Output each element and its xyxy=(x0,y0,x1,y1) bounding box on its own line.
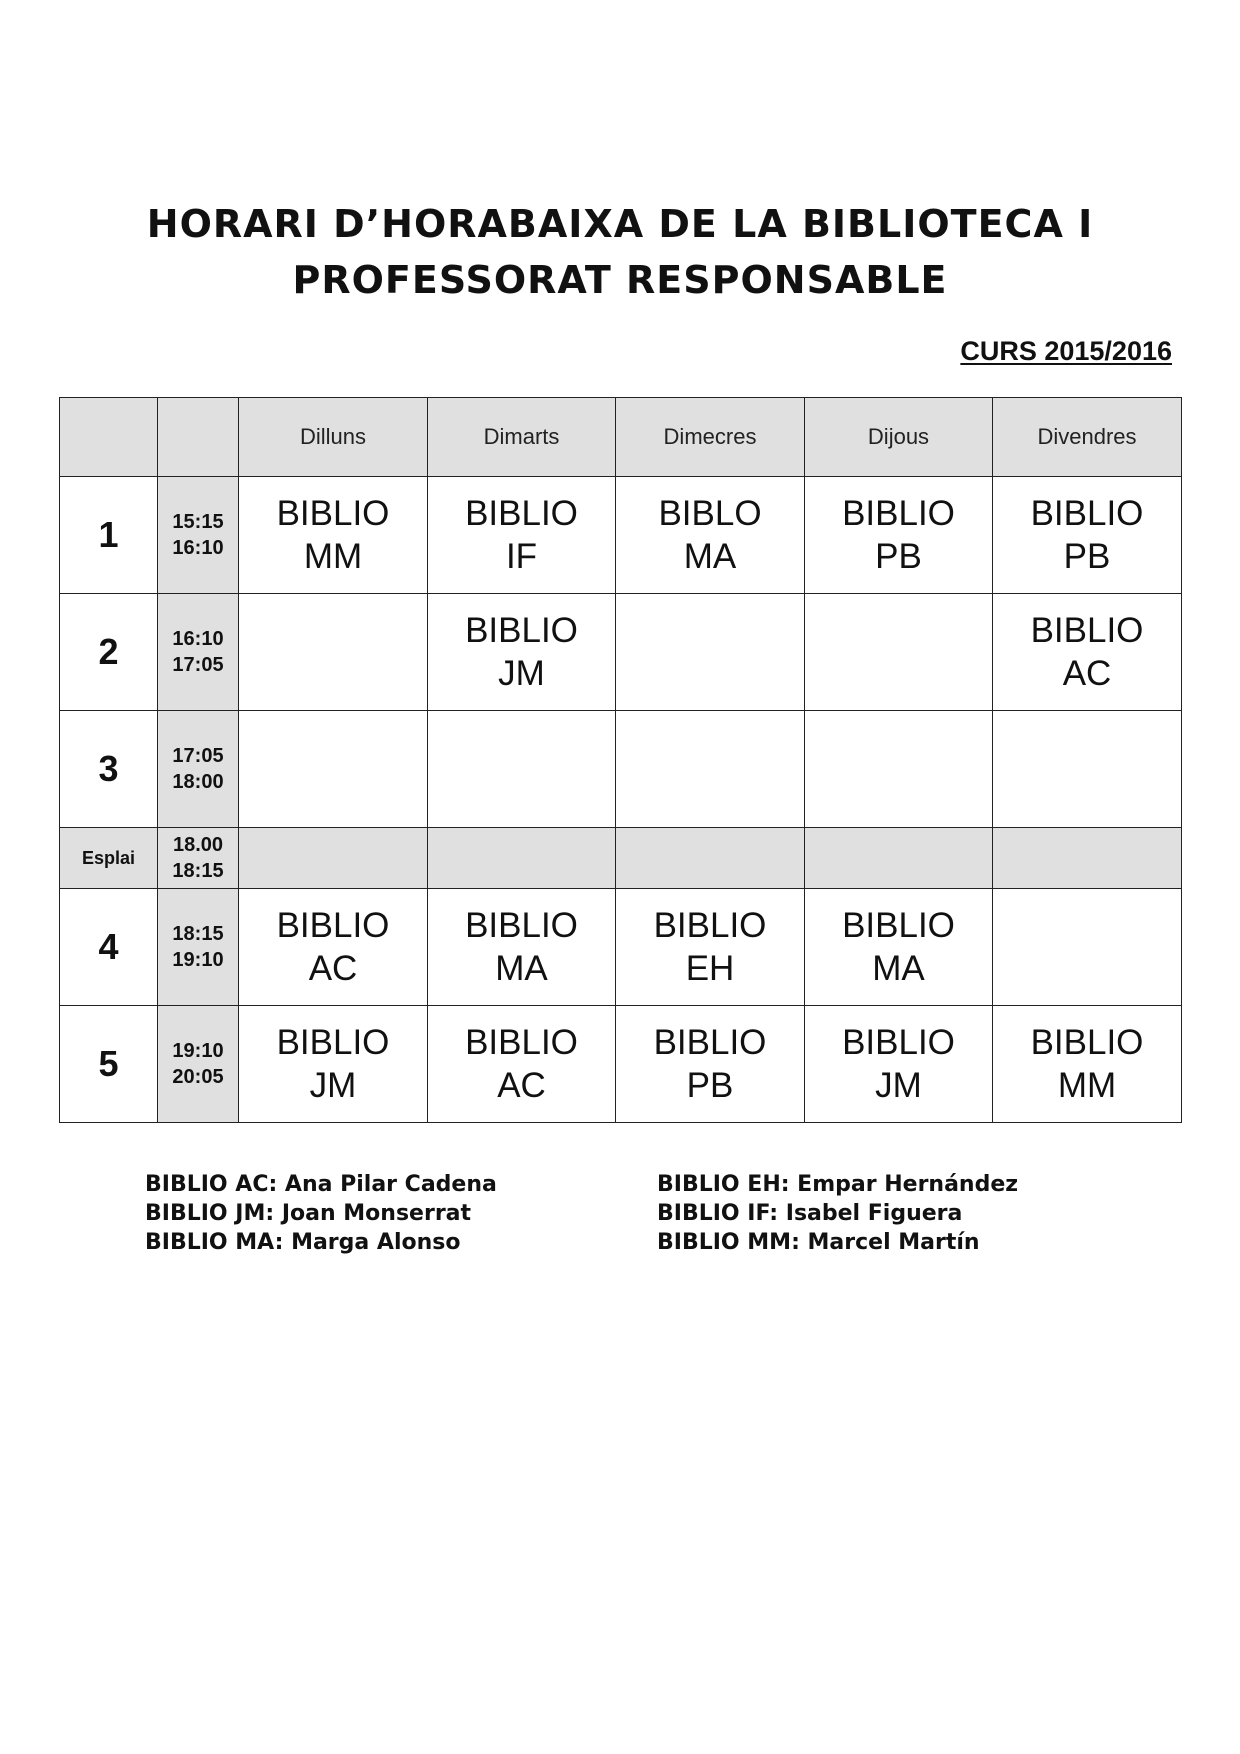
schedule-cell xyxy=(239,477,428,594)
schedule-cell xyxy=(239,711,428,828)
cell-line-1: BIBLIO xyxy=(276,1023,390,1062)
course-year: CURS 2015/2016 xyxy=(960,336,1172,366)
schedule-cell xyxy=(428,889,616,1006)
period-number: 2 xyxy=(60,594,158,711)
schedule-cell xyxy=(428,1006,616,1123)
time-end: 20:05 xyxy=(172,1066,224,1088)
cell-line-1: BIBLIO xyxy=(465,1023,578,1062)
day-header: Dimecres xyxy=(616,398,805,477)
schedule-row xyxy=(60,594,1182,711)
cell-line-1: BIBLIO xyxy=(1030,1023,1144,1062)
legend-entry: BIBLIO MA: Marga Alonso xyxy=(145,1230,461,1255)
break-cell xyxy=(616,828,805,889)
cell-line-2: IF xyxy=(505,537,538,576)
schedule-table xyxy=(59,397,1182,1123)
cell-line-2: JM xyxy=(309,1066,357,1105)
time-start: 15:15 xyxy=(172,511,224,533)
cell-line-2: AC xyxy=(497,1066,546,1105)
time-header-cell xyxy=(158,398,239,477)
schedule-cell xyxy=(239,1006,428,1123)
time-start: 18:15 xyxy=(172,923,224,945)
cell-line-1: BIBLIO xyxy=(465,611,578,650)
schedule-cell xyxy=(428,711,616,828)
cell-line-2: PB xyxy=(1063,537,1111,576)
break-row xyxy=(60,828,1182,889)
cell-line-1: BIBLIO xyxy=(276,906,390,945)
schedule-cell xyxy=(993,477,1182,594)
time-start: 19:10 xyxy=(172,1040,224,1062)
schedule-cell xyxy=(805,889,993,1006)
cell-line-2: JM xyxy=(875,1066,922,1105)
schedule-cell xyxy=(239,889,428,1006)
schedule-row xyxy=(60,889,1182,1006)
cell-line-1: BIBLIO xyxy=(653,1023,767,1062)
cell-line-2: MM xyxy=(1057,1066,1117,1105)
day-header: Divendres xyxy=(993,398,1182,477)
legend-entry: BIBLIO AC: Ana Pilar Cadena xyxy=(145,1172,497,1197)
legend-left xyxy=(145,1170,497,1257)
schedule-cell xyxy=(805,1006,993,1123)
schedule-cell xyxy=(993,889,1182,1006)
legend-entry: BIBLIO JM: Joan Monserrat xyxy=(145,1201,472,1226)
schedule-row xyxy=(60,1006,1182,1123)
schedule-cell xyxy=(616,477,805,594)
break-cell xyxy=(239,828,428,889)
schedule-cell xyxy=(616,889,805,1006)
time-range xyxy=(158,711,239,828)
schedule-cell xyxy=(993,711,1182,828)
legend-right xyxy=(657,1170,1018,1257)
cell-line-1: BIBLIO xyxy=(465,494,578,533)
period-number: 3 xyxy=(60,711,158,828)
page-title xyxy=(0,196,1240,308)
title-line-1: HORARI D’HORABAIXA DE LA BIBLIOTECA I xyxy=(146,202,1094,246)
schedule-cell xyxy=(428,477,616,594)
day-header: Dimarts xyxy=(428,398,616,477)
break-cell xyxy=(805,828,993,889)
cell-line-2: PB xyxy=(686,1066,734,1105)
cell-line-2: MA xyxy=(495,949,548,988)
time-end: 17:05 xyxy=(172,654,224,676)
cell-line-2: MM xyxy=(303,537,363,576)
schedule-cell xyxy=(616,594,805,711)
time-range xyxy=(158,1006,239,1123)
schedule-cell xyxy=(239,594,428,711)
schedule-cell xyxy=(805,477,993,594)
legend-entry: BIBLIO MM: Marcel Martín xyxy=(657,1230,980,1255)
cell-line-2: PB xyxy=(875,537,922,576)
cell-line-2: AC xyxy=(1062,654,1112,693)
day-header: Dilluns xyxy=(239,398,428,477)
cell-line-1: BIBLIO xyxy=(842,1023,955,1062)
title-line-2: PROFESSORAT RESPONSABLE xyxy=(292,258,948,302)
break-cell xyxy=(428,828,616,889)
schedule-row xyxy=(60,711,1182,828)
cell-line-2: MA xyxy=(872,949,925,988)
schedule-cell xyxy=(805,594,993,711)
time-range xyxy=(158,477,239,594)
break-cell xyxy=(993,828,1182,889)
schedule-cell xyxy=(805,711,993,828)
cell-line-1: BIBLIO xyxy=(465,906,578,945)
schedule-cell xyxy=(993,1006,1182,1123)
day-header: Dijous xyxy=(805,398,993,477)
time-range xyxy=(158,594,239,711)
legend-entry: BIBLIO EH: Empar Hernández xyxy=(657,1172,1019,1197)
period-number: 5 xyxy=(60,1006,158,1123)
period-number: 1 xyxy=(60,477,158,594)
time-end: 16:10 xyxy=(172,537,224,559)
break-label: Esplai xyxy=(60,828,158,889)
legend-entry: BIBLIO IF: Isabel Figuera xyxy=(657,1201,963,1226)
cell-line-2: MA xyxy=(683,537,737,576)
schedule-cell xyxy=(616,1006,805,1123)
cell-line-1: BIBLIO xyxy=(842,906,955,945)
schedule-cell xyxy=(428,594,616,711)
cell-line-1: BIBLIO xyxy=(842,494,955,533)
schedule-cell xyxy=(993,594,1182,711)
schedule-cell xyxy=(616,711,805,828)
cell-line-1: BIBLIO xyxy=(276,494,390,533)
break-time-range xyxy=(158,828,239,889)
cell-line-1: BIBLIO xyxy=(1030,494,1144,533)
time-end: 18:15 xyxy=(172,860,224,882)
cell-line-2: JM xyxy=(498,654,545,693)
cell-line-1: BIBLO xyxy=(658,494,762,533)
period-number: 4 xyxy=(60,889,158,1006)
time-range xyxy=(158,889,239,1006)
corner-cell xyxy=(60,398,158,477)
schedule-row xyxy=(60,477,1182,594)
time-start: 18.00 xyxy=(172,834,224,856)
time-end: 18:00 xyxy=(172,771,224,793)
header-row xyxy=(60,398,1182,477)
cell-line-2: EH xyxy=(685,949,735,988)
cell-line-1: BIBLIO xyxy=(1030,611,1144,650)
cell-line-1: BIBLIO xyxy=(653,906,767,945)
cell-line-2: AC xyxy=(308,949,358,988)
time-start: 16:10 xyxy=(172,628,224,650)
time-end: 19:10 xyxy=(172,949,224,971)
time-start: 17:05 xyxy=(172,745,224,767)
